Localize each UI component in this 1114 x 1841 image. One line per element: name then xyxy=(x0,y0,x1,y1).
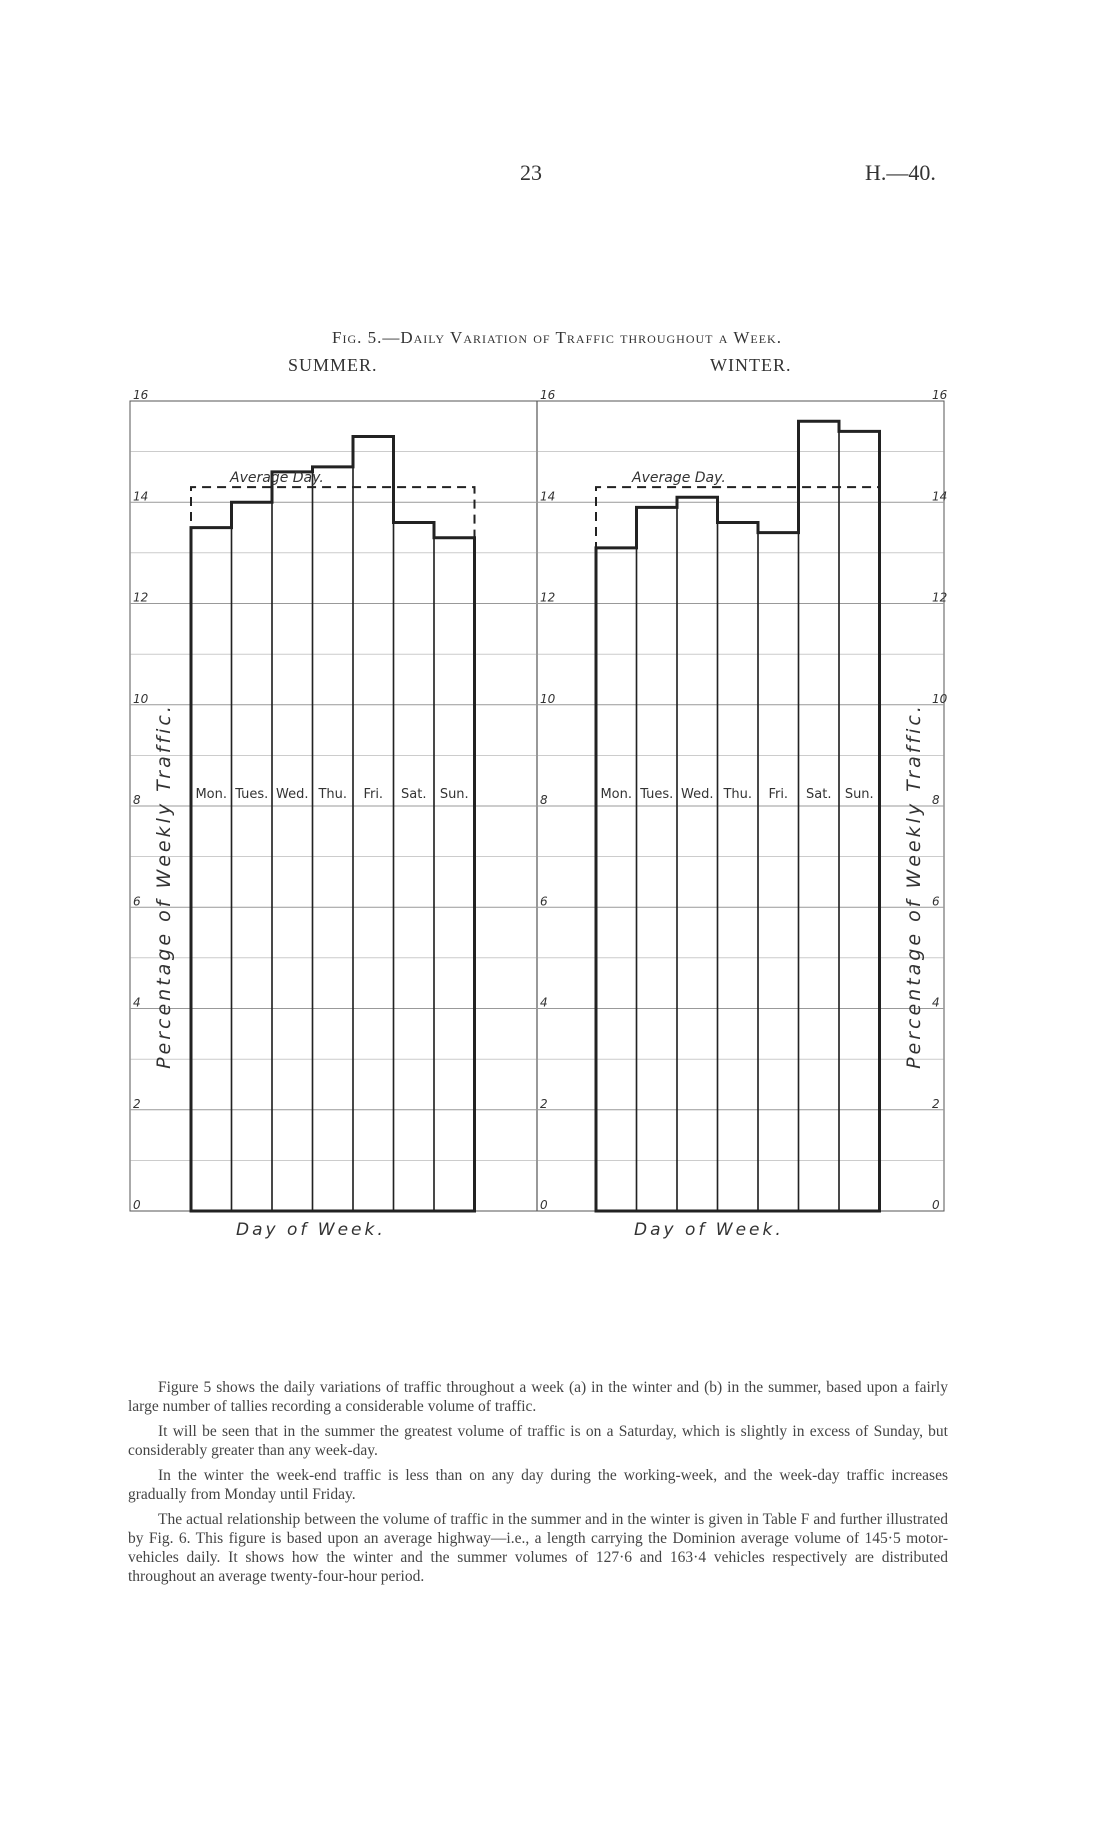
body-text xyxy=(128,1378,948,1592)
y-tick-label-right: 10 xyxy=(932,691,948,706)
day-label: Wed. xyxy=(681,787,714,802)
y-tick-label-middle: 0 xyxy=(540,1198,548,1212)
y-tick-label-left: 16 xyxy=(133,388,149,402)
bar xyxy=(313,467,354,1211)
day-label: Tues. xyxy=(235,787,269,802)
y-tick-label-right: 0 xyxy=(932,1198,940,1212)
y-tick-label-right: 16 xyxy=(932,388,948,402)
page-number: 23 xyxy=(520,160,542,185)
day-label: Wed. xyxy=(276,787,309,802)
bar xyxy=(191,528,232,1211)
day-label: Thu. xyxy=(318,787,348,802)
bar xyxy=(637,507,678,1211)
bar xyxy=(394,523,435,1212)
y-tick-label-middle: 8 xyxy=(540,793,548,807)
day-label: Sat. xyxy=(401,787,427,802)
day-label: Sat. xyxy=(806,787,832,802)
average-line xyxy=(191,487,475,1211)
y-tick-label-middle: 10 xyxy=(540,691,556,706)
bar xyxy=(718,523,759,1212)
bar xyxy=(677,497,718,1211)
y-tick-label-middle: 12 xyxy=(540,590,556,605)
x-axis-label: Day of Week. xyxy=(236,1220,386,1240)
day-label: Sun. xyxy=(439,787,469,802)
figure-title: Fig. 5.—Daily Variation of Traffic throughout a Week. xyxy=(332,328,782,347)
bar xyxy=(799,421,840,1211)
paragraph: The actual relationship between the volume of traffic in the summer and in the winter is given in Table F and further illustrated by Fig. 6. This figure is based upon an average highway—i.e., a length carrying the Dominion average volume of 145·5 motor-vehicles daily. It shows how the winter and the summer volumes of 127·6 and 163·4 vehicles respectively are distributed throughout an average twenty-four-hour period. xyxy=(128,1511,948,1585)
bar xyxy=(839,431,880,1211)
day-label: Thu. xyxy=(723,787,753,802)
day-label: Tues. xyxy=(640,787,674,802)
paragraph: In the winter the week-end traffic is less than on any day during the working-week, and the week-day traffic increases gradually from Monday until Friday. xyxy=(128,1467,948,1503)
y-tick-label-right: 4 xyxy=(932,995,940,1010)
summer-panel xyxy=(191,436,475,1240)
winter-chart-title: WINTER. xyxy=(710,355,792,375)
y-tick-label-middle: 16 xyxy=(540,388,556,402)
day-label: Mon. xyxy=(195,787,228,802)
y-axis-label-left: Percentage of Weekly Traffic. xyxy=(153,703,175,1069)
y-tick-label-left: 6 xyxy=(133,894,141,909)
day-label: Sun. xyxy=(844,787,874,802)
chart-grid xyxy=(130,401,944,1211)
average-label: Average Day. xyxy=(230,470,324,487)
y-tick-label-left: 2 xyxy=(133,1096,141,1111)
y-tick-label-middle: 14 xyxy=(540,489,556,504)
y-tick-label-left: 4 xyxy=(133,995,141,1010)
day-label: Fri. xyxy=(363,787,384,802)
y-axis-label-right: Percentage of Weekly Traffic. xyxy=(903,703,925,1069)
y-tick-label-middle: 4 xyxy=(540,995,548,1010)
summer-chart-title: SUMMER. xyxy=(288,355,378,375)
paragraph: Figure 5 shows the daily variations of traffic throughout a week (a) in the winter and (b) in the summer, based upon a fairly large number of tallies recording a considerable volume of traffic. xyxy=(128,1379,948,1415)
bar-outline xyxy=(596,421,880,1211)
y-tick-label-middle: 6 xyxy=(540,894,548,909)
bar xyxy=(272,472,313,1211)
y-tick-label-middle: 2 xyxy=(540,1096,548,1111)
y-tick-label-right: 8 xyxy=(932,793,940,807)
y-tick-label-right: 6 xyxy=(932,894,940,909)
y-tick-label-left: 0 xyxy=(133,1198,141,1212)
bar xyxy=(758,533,799,1211)
paragraph: It will be seen that in the summer the greatest volume of traffic is on a Saturday, which is slightly in excess of Sunday, but considerably greater than any week-day. xyxy=(128,1423,948,1459)
average-label: Average Day. xyxy=(632,470,726,487)
document-reference: H.—40. xyxy=(865,160,936,185)
y-tick-label-right: 2 xyxy=(932,1096,940,1111)
y-tick-label-right: 14 xyxy=(932,489,948,504)
winter-panel xyxy=(596,421,880,1240)
y-tick-label-left: 12 xyxy=(133,590,149,605)
y-tick-label-left: 8 xyxy=(133,793,141,807)
bar xyxy=(596,548,637,1211)
average-line xyxy=(596,487,880,1211)
day-label: Fri. xyxy=(768,787,789,802)
y-tick-label-left: 10 xyxy=(133,691,149,706)
x-axis-label: Day of Week. xyxy=(634,1220,784,1240)
y-tick-label-right: 12 xyxy=(932,590,948,605)
y-tick-label-left: 14 xyxy=(133,489,149,504)
day-label: Mon. xyxy=(600,787,633,802)
